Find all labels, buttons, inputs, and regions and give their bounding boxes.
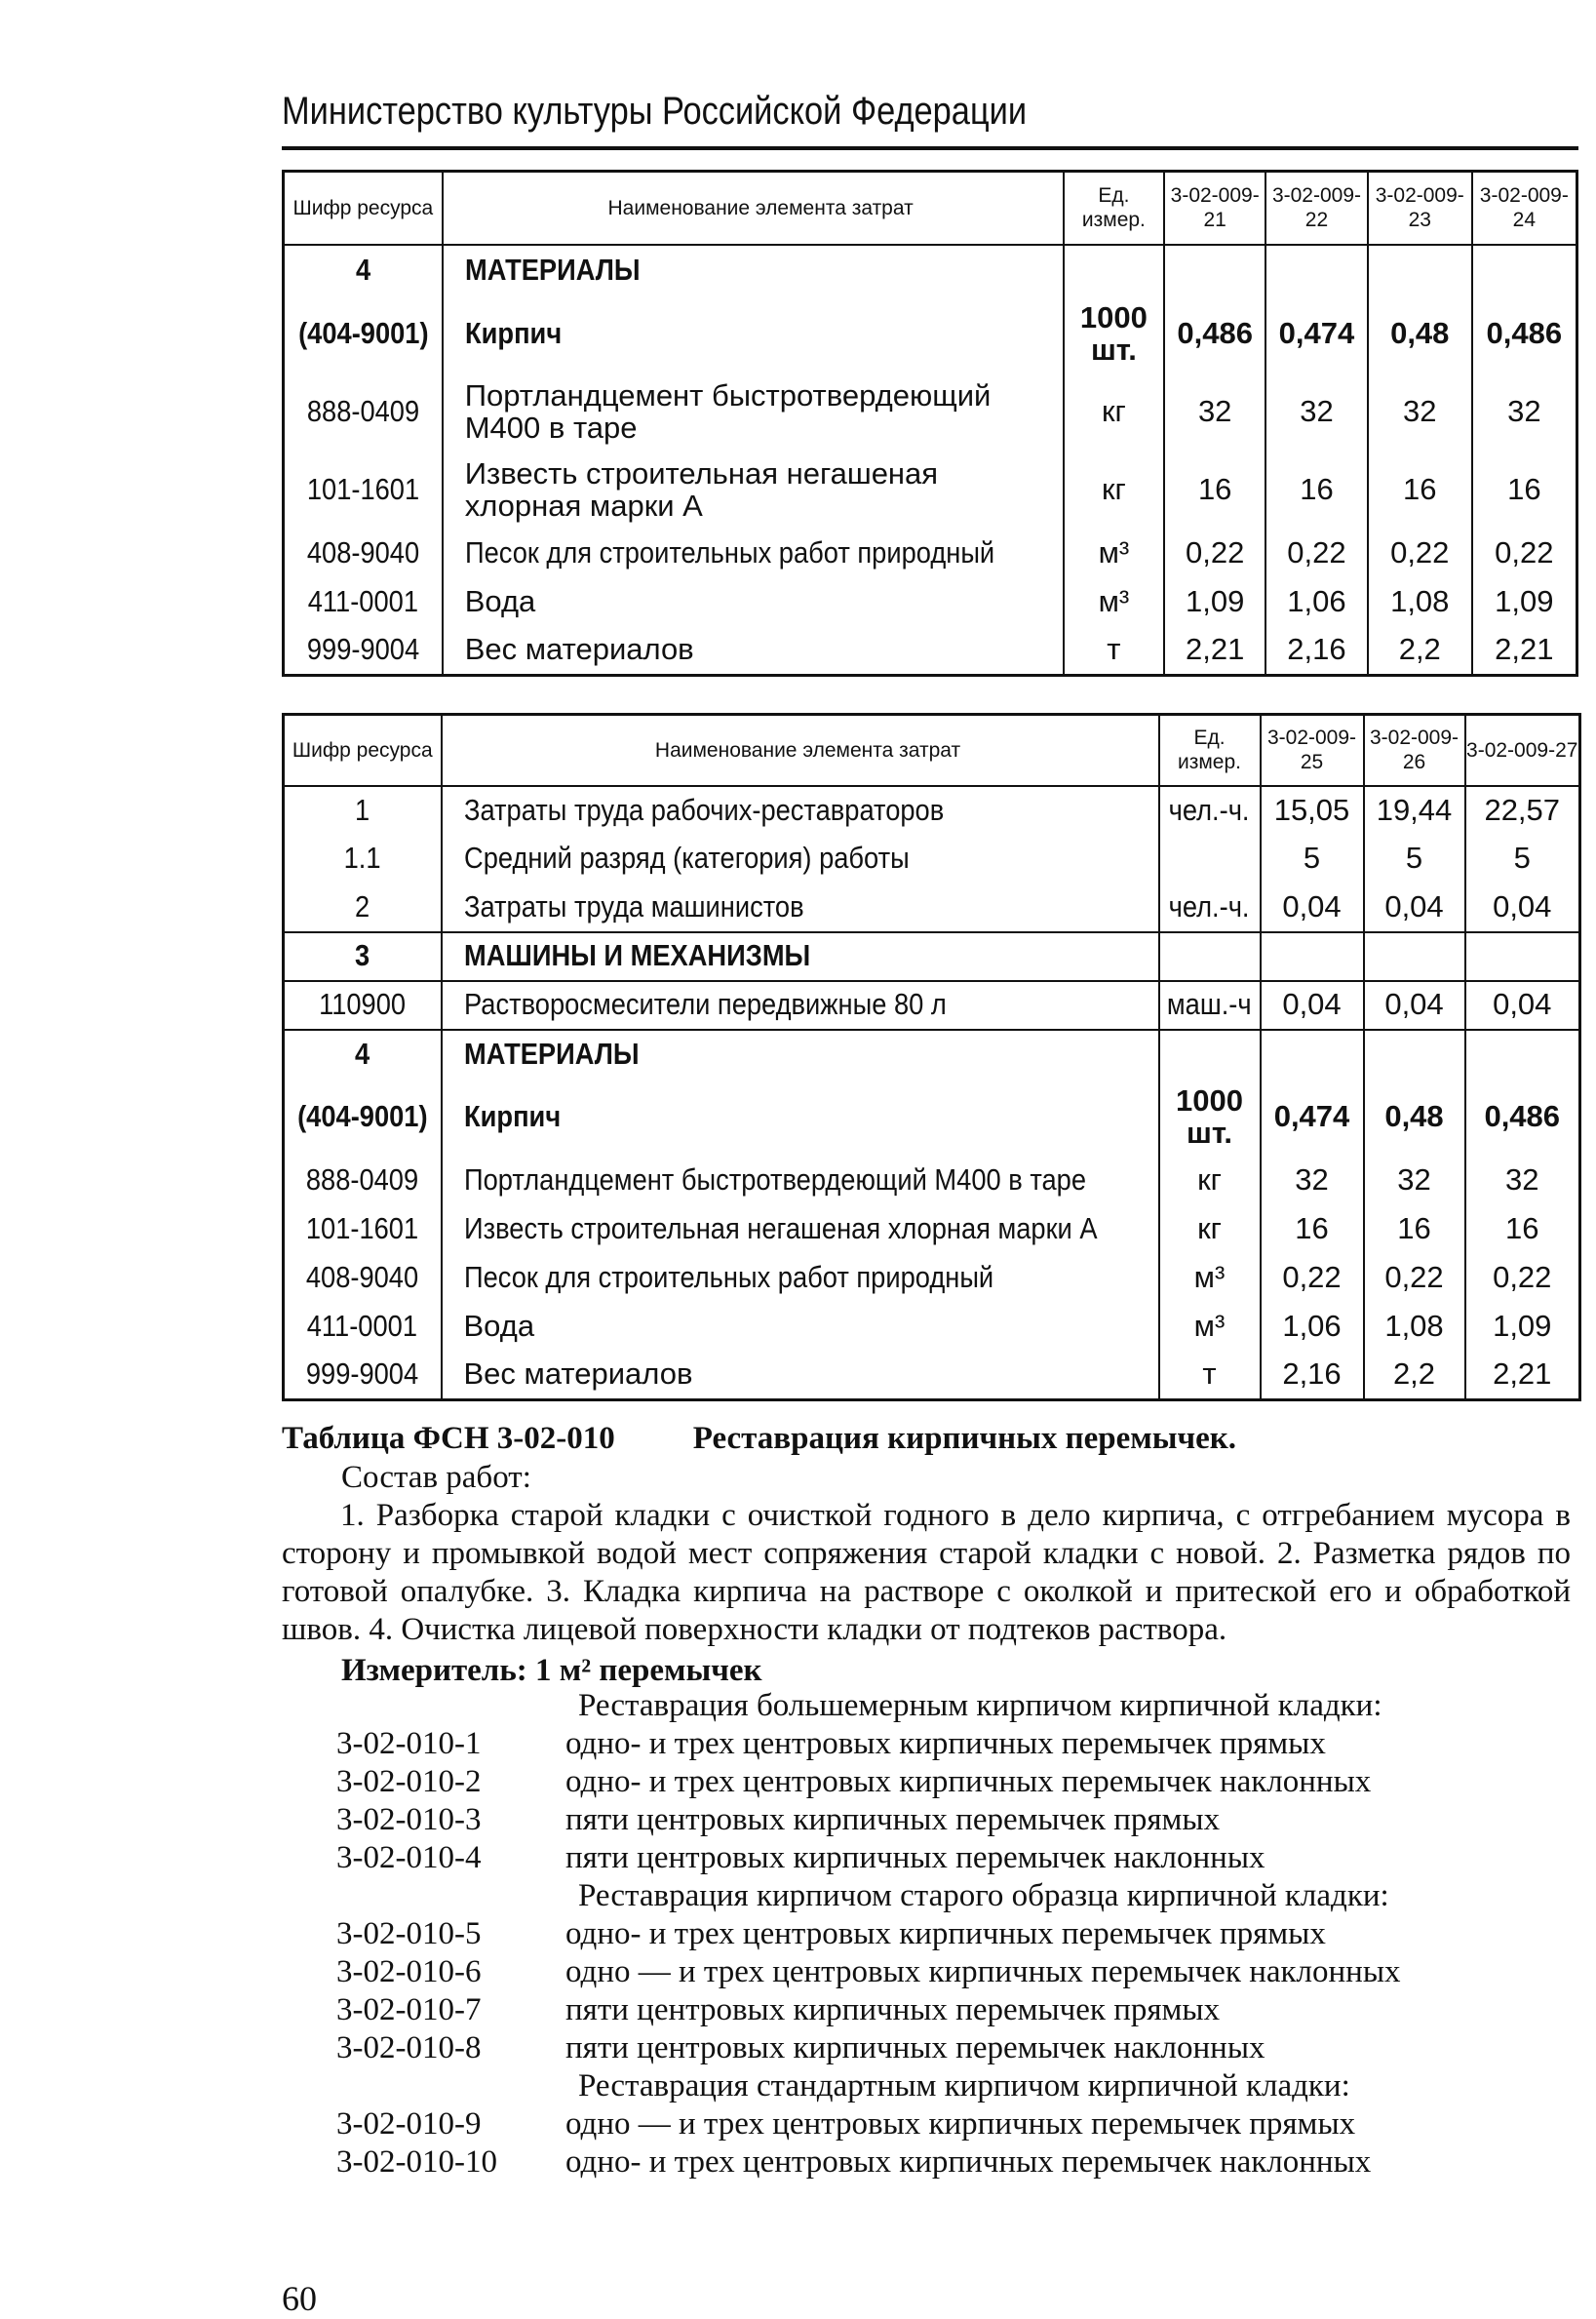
row-value: 16 <box>1465 1205 1580 1254</box>
table-title: Реставрация кирпичных перемычек. <box>692 1421 1237 1456</box>
row-code: 4 <box>284 1030 442 1079</box>
row-code: 4 <box>284 245 443 295</box>
row-value: 0,486 <box>1164 295 1265 373</box>
row-value: 1,09 <box>1164 578 1265 627</box>
meter-label: Измеритель: 1 м² перемычек <box>341 1653 762 1688</box>
table-label: Таблица ФСН 3-02-010 <box>282 1421 615 1456</box>
row-unit <box>1159 835 1261 884</box>
composition-label: Состав работ: <box>341 1460 531 1495</box>
subsection-heading: Реставрация стандартным кирпичом кирпичной кладки: <box>578 2068 1350 2103</box>
row-code: 888-0409 <box>284 1157 442 1205</box>
row-value <box>1465 932 1580 981</box>
row-value: 0,04 <box>1261 884 1364 932</box>
row-value: 0,22 <box>1164 530 1265 578</box>
row-name: Кирпич <box>442 1079 1159 1157</box>
table-row <box>284 1303 1580 1352</box>
row-value: 0,474 <box>1265 295 1368 373</box>
header-col-2: 3-02-009-26 <box>1364 715 1465 786</box>
table-row <box>284 1157 1580 1205</box>
item-code: 3-02-010-10 <box>336 2144 497 2180</box>
row-name: МАТЕРИАЛЫ <box>443 245 1064 295</box>
table-row <box>284 1352 1580 1400</box>
row-unit <box>1159 1030 1261 1079</box>
row-name: Песок для строительных работ природный <box>442 1254 1159 1303</box>
row-value: 5 <box>1261 835 1364 884</box>
row-unit: кг <box>1064 452 1165 530</box>
row-value: 0,22 <box>1368 530 1472 578</box>
row-name: Известь строительная негашеная хлорная марки А <box>442 1205 1159 1254</box>
item-code: 3-02-010-1 <box>336 1726 482 1761</box>
row-value <box>1261 932 1364 981</box>
row-value: 5 <box>1465 835 1580 884</box>
row-code: 411-0001 <box>284 578 443 627</box>
row-value: 1,08 <box>1368 578 1472 627</box>
row-value: 2,16 <box>1265 627 1368 676</box>
table-row <box>284 1079 1580 1157</box>
row-name: Вода <box>443 578 1064 627</box>
row-value: 1,06 <box>1261 1303 1364 1352</box>
row-value: 32 <box>1364 1157 1465 1205</box>
row-value: 0,486 <box>1465 1079 1580 1157</box>
row-unit: м³ <box>1064 578 1165 627</box>
header-code: Шифр ресурса <box>284 172 443 245</box>
row-value: 16 <box>1472 452 1577 530</box>
row-name: МАТЕРИАЛЫ <box>442 1030 1159 1079</box>
row-value: 0,48 <box>1364 1079 1465 1157</box>
table-row <box>284 245 1577 295</box>
row-value <box>1472 245 1577 295</box>
row-code: 999-9004 <box>284 1352 442 1400</box>
row-name: Известь строительная негашеная хлорная марки А <box>443 452 1064 530</box>
row-value <box>1261 1030 1364 1079</box>
item-description: одно — и трех центровых кирпичных перемычек прямых <box>565 2106 1356 2142</box>
row-value: 32 <box>1465 1157 1580 1205</box>
row-value: 0,474 <box>1261 1079 1364 1157</box>
row-unit: м³ <box>1159 1254 1261 1303</box>
header-rule <box>282 146 1578 150</box>
row-name: Портландцемент быстротвердеющий М400 в таре <box>443 373 1064 452</box>
header-name: Наименование элемента затрат <box>443 172 1064 245</box>
item-code: 3-02-010-8 <box>336 2030 482 2065</box>
table-row <box>284 835 1580 884</box>
row-value <box>1364 932 1465 981</box>
row-name: Вода <box>442 1303 1159 1352</box>
row-unit: т <box>1064 627 1165 676</box>
item-description: одно- и трех центровых кирпичных перемычек прямых <box>565 1726 1326 1761</box>
row-value: 5 <box>1364 835 1465 884</box>
resource-table-2 <box>282 713 1581 1401</box>
row-value: 0,04 <box>1364 981 1465 1030</box>
table-row <box>284 932 1580 981</box>
item-code: 3-02-010-3 <box>336 1802 482 1837</box>
row-value: 1,09 <box>1472 578 1577 627</box>
row-value: 16 <box>1368 452 1472 530</box>
row-code: 408-9040 <box>284 1254 442 1303</box>
row-unit: м³ <box>1064 530 1165 578</box>
table-header-row <box>284 172 1577 245</box>
row-name: Портландцемент быстротвердеющий М400 в таре <box>442 1157 1159 1205</box>
table-row <box>284 1205 1580 1254</box>
row-value: 15,05 <box>1261 786 1364 835</box>
row-name: Вес материалов <box>443 627 1064 676</box>
row-value: 22,57 <box>1465 786 1580 835</box>
row-value: 2,2 <box>1368 627 1472 676</box>
item-code: 3-02-010-4 <box>336 1840 482 1875</box>
row-unit: т <box>1159 1352 1261 1400</box>
row-value: 2,21 <box>1164 627 1265 676</box>
table-row <box>284 578 1577 627</box>
item-code: 3-02-010-5 <box>336 1916 482 1951</box>
row-value: 0,22 <box>1364 1254 1465 1303</box>
header-col-4: 3-02-009-24 <box>1472 172 1577 245</box>
header-col-2: 3-02-009-22 <box>1265 172 1368 245</box>
table-row <box>284 786 1580 835</box>
row-value: 0,04 <box>1465 981 1580 1030</box>
page-number: 60 <box>282 2279 317 2318</box>
row-value: 1,06 <box>1265 578 1368 627</box>
row-unit <box>1064 245 1165 295</box>
row-value: 16 <box>1261 1205 1364 1254</box>
row-unit: кг <box>1159 1157 1261 1205</box>
row-value <box>1368 245 1472 295</box>
table-row <box>284 295 1577 373</box>
table-row <box>284 373 1577 452</box>
row-name: Затраты труда рабочих-реставраторов <box>442 786 1159 835</box>
item-code: 3-02-010-7 <box>336 1992 482 2027</box>
row-code: 101-1601 <box>284 1205 442 1254</box>
composition-text: 1. Разборка старой кладки с очисткой годного в дело кирпича, с отгребанием мусора в сторону и промывкой водой мест сопряжения старой кладки с новой. 2. Разметка рядов по готовой опалубке. 3. Кладка кирпича на растворе с околкой и притеской его и обработкой швов. 4. Очистка лицевой поверхности кладки от подтеков раствора. <box>282 1498 1571 1647</box>
row-code: 3 <box>284 932 442 981</box>
table-row <box>284 884 1580 932</box>
table-row <box>284 452 1577 530</box>
item-description: пяти центровых кирпичных перемычек наклонных <box>565 1840 1265 1875</box>
header-col-3: 3-02-009-23 <box>1368 172 1472 245</box>
row-code: 1.1 <box>284 835 442 884</box>
row-value: 2,16 <box>1261 1352 1364 1400</box>
row-code: 888-0409 <box>284 373 443 452</box>
row-name: Средний разряд (категория) работы <box>442 835 1159 884</box>
header-col-1: 3-02-009-25 <box>1261 715 1364 786</box>
subsection-heading: Реставрация кирпичом старого образца кирпичной кладки: <box>578 1878 1389 1913</box>
row-value: 32 <box>1164 373 1265 452</box>
page-header: Министерство культуры Российской Федерации <box>282 90 1028 133</box>
row-unit: чел.-ч. <box>1159 786 1261 835</box>
row-value: 0,04 <box>1261 981 1364 1030</box>
header-col-3: 3-02-009-27 <box>1465 715 1580 786</box>
row-value: 32 <box>1472 373 1577 452</box>
row-value: 0,04 <box>1465 884 1580 932</box>
row-code: 1 <box>284 786 442 835</box>
row-unit: маш.-ч <box>1159 981 1261 1030</box>
table-caption <box>282 1420 1236 1458</box>
row-unit: кг <box>1064 373 1165 452</box>
row-unit: 1000 шт. <box>1064 295 1165 373</box>
row-code: 101-1601 <box>284 452 443 530</box>
table-row <box>284 530 1577 578</box>
row-value: 2,2 <box>1364 1352 1465 1400</box>
row-name: Кирпич <box>443 295 1064 373</box>
item-code: 3-02-010-6 <box>336 1954 482 1989</box>
row-unit: чел.-ч. <box>1159 884 1261 932</box>
row-code: (404-9001) <box>284 295 443 373</box>
row-value <box>1265 245 1368 295</box>
header-name: Наименование элемента затрат <box>442 715 1159 786</box>
row-unit: кг <box>1159 1205 1261 1254</box>
row-value <box>1164 245 1265 295</box>
row-name: Растворосмесители передвижные 80 л <box>442 981 1159 1030</box>
row-value: 19,44 <box>1364 786 1465 835</box>
item-description: одно- и трех центровых кирпичных перемычек прямых <box>565 1916 1326 1951</box>
row-name: МАШИНЫ И МЕХАНИЗМЫ <box>442 932 1159 981</box>
row-value: 1,08 <box>1364 1303 1465 1352</box>
row-value <box>1465 1030 1580 1079</box>
table-row <box>284 1254 1580 1303</box>
row-code: (404-9001) <box>284 1079 442 1157</box>
item-description: пяти центровых кирпичных перемычек прямых <box>565 1992 1221 2027</box>
row-value: 32 <box>1265 373 1368 452</box>
row-value: 16 <box>1164 452 1265 530</box>
row-value: 0,48 <box>1368 295 1472 373</box>
row-name: Вес материалов <box>442 1352 1159 1400</box>
item-code: 3-02-010-9 <box>336 2106 482 2142</box>
row-code: 999-9004 <box>284 627 443 676</box>
row-name: Затраты труда машинистов <box>442 884 1159 932</box>
row-value: 2,21 <box>1465 1352 1580 1400</box>
item-description: пяти центровых кирпичных перемычек наклонных <box>565 2030 1265 2065</box>
header-col-1: 3-02-009-21 <box>1164 172 1265 245</box>
row-value: 32 <box>1261 1157 1364 1205</box>
table-row <box>284 627 1577 676</box>
row-code: 2 <box>284 884 442 932</box>
row-code: 408-9040 <box>284 530 443 578</box>
row-unit <box>1159 932 1261 981</box>
header-code: Шифр ресурса <box>284 715 442 786</box>
row-value: 0,486 <box>1472 295 1577 373</box>
row-value: 0,22 <box>1265 530 1368 578</box>
item-description: одно — и трех центровых кирпичных перемычек наклонных <box>565 1954 1401 1989</box>
row-unit: 1000 шт. <box>1159 1079 1261 1157</box>
header-unit: Ед. измер. <box>1159 715 1261 786</box>
item-description: одно- и трех центровых кирпичных перемычек наклонных <box>565 1764 1372 1799</box>
row-value: 0,22 <box>1472 530 1577 578</box>
row-code: 411-0001 <box>284 1303 442 1352</box>
row-value: 1,09 <box>1465 1303 1580 1352</box>
row-value <box>1364 1030 1465 1079</box>
row-value: 2,21 <box>1472 627 1577 676</box>
row-value: 0,22 <box>1261 1254 1364 1303</box>
row-name: Песок для строительных работ природный <box>443 530 1064 578</box>
header-unit: Ед. измер. <box>1064 172 1165 245</box>
row-unit: м³ <box>1159 1303 1261 1352</box>
table-header-row <box>284 715 1580 786</box>
table-row <box>284 1030 1580 1079</box>
row-value: 16 <box>1265 452 1368 530</box>
item-code: 3-02-010-2 <box>336 1764 482 1799</box>
row-value: 32 <box>1368 373 1472 452</box>
table-row <box>284 981 1580 1030</box>
item-description: одно- и трех центровых кирпичных перемычек наклонных <box>565 2144 1372 2180</box>
row-value: 16 <box>1364 1205 1465 1254</box>
row-value: 0,22 <box>1465 1254 1580 1303</box>
resource-table-1 <box>282 170 1578 677</box>
row-code: 110900 <box>284 981 442 1030</box>
item-description: пяти центровых кирпичных перемычек прямых <box>565 1802 1221 1837</box>
subsection-heading: Реставрация большемерным кирпичом кирпичной кладки: <box>578 1688 1382 1723</box>
row-value: 0,04 <box>1364 884 1465 932</box>
